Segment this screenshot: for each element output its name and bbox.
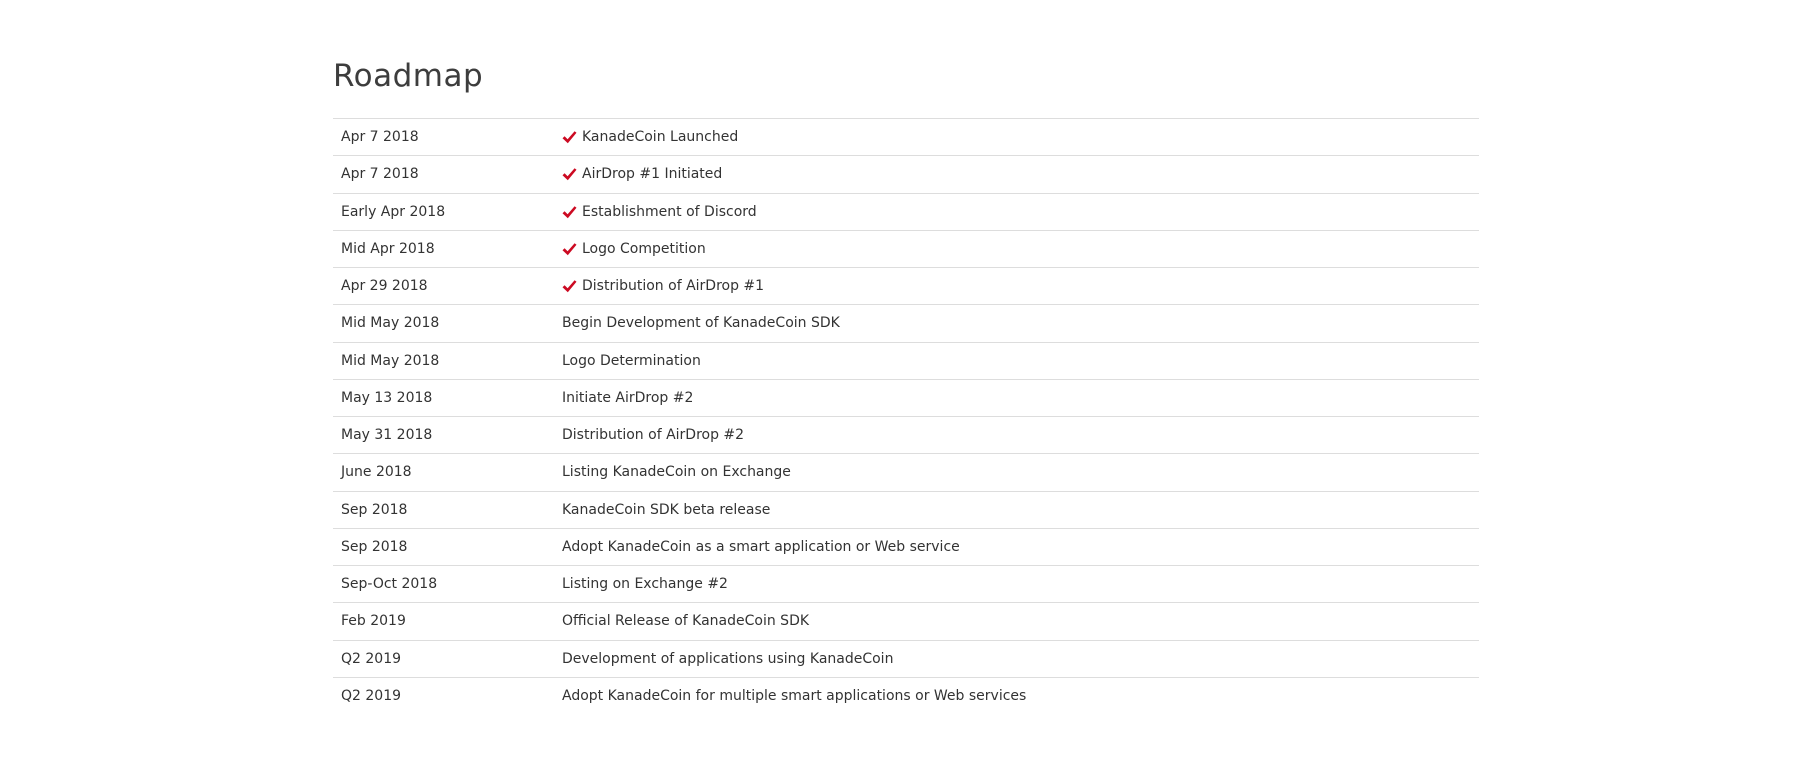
roadmap-row [333,379,1479,416]
roadmap-row [333,454,1479,491]
roadmap-date: Apr 7 2018 [341,129,419,146]
roadmap-event-label: Distribution of AirDrop #1 [582,278,765,295]
roadmap-date: Mid May 2018 [341,315,440,332]
roadmap-row [333,417,1479,454]
roadmap-date: Sep 2018 [341,538,408,555]
roadmap-event-label: Official Release of KanadeCoin SDK [562,613,810,630]
roadmap-table-body [333,119,1479,715]
roadmap-row [333,119,1479,156]
checkmark-icon [562,130,577,144]
roadmap-event-label: Distribution of AirDrop #2 [562,427,745,444]
roadmap-date: Q2 2019 [341,650,402,667]
page-title: Roadmap [333,58,484,94]
roadmap-event-label: Development of applications using KanadeCoin [562,650,894,667]
roadmap-event-label: Adopt KanadeCoin as a smart application or Web service [562,538,960,555]
roadmap-event [562,566,1479,603]
roadmap-row [333,305,1479,342]
roadmap-event [562,119,1479,156]
roadmap-event-label: KanadeCoin SDK beta release [562,501,771,518]
roadmap-event [562,342,1479,379]
roadmap-date: Mid May 2018 [341,352,440,369]
roadmap-date: June 2018 [341,464,412,481]
roadmap-date: Early Apr 2018 [341,203,446,220]
roadmap-row [333,156,1479,193]
roadmap-event [562,491,1479,528]
roadmap-table [333,118,1479,715]
roadmap-event [562,156,1479,193]
roadmap-row [333,491,1479,528]
roadmap-date: May 13 2018 [341,389,433,406]
roadmap-event [562,268,1479,305]
roadmap-date: Apr 29 2018 [341,278,428,295]
roadmap-row [333,566,1479,603]
roadmap-event-label: Listing on Exchange #2 [562,576,728,593]
roadmap-event [562,193,1479,230]
checkmark-icon [562,279,577,293]
roadmap-event-label: Initiate AirDrop #2 [562,389,694,406]
roadmap-event-label: Establishment of Discord [582,203,757,220]
roadmap-event-label: Logo Determination [562,352,701,369]
roadmap-date: Sep-Oct 2018 [341,576,438,593]
roadmap-date: Feb 2019 [341,613,406,630]
roadmap-row [333,342,1479,379]
roadmap-event [562,677,1479,714]
checkmark-icon [562,205,577,219]
roadmap-row [333,640,1479,677]
roadmap-row [333,193,1479,230]
roadmap-event [562,603,1479,640]
roadmap-event [562,305,1479,342]
roadmap-event [562,528,1479,565]
roadmap-event [562,640,1479,677]
roadmap-event-label: Begin Development of KanadeCoin SDK [562,315,840,332]
checkmark-icon [562,242,577,256]
roadmap-event-label: KanadeCoin Launched [582,129,739,146]
roadmap-row [333,528,1479,565]
roadmap-date: Sep 2018 [341,501,408,518]
roadmap-date: May 31 2018 [341,427,433,444]
roadmap-event-label: Listing KanadeCoin on Exchange [562,464,791,481]
roadmap-row [333,603,1479,640]
roadmap-date: Mid Apr 2018 [341,240,435,257]
roadmap-event-label: Adopt KanadeCoin for multiple smart applications or Web services [562,688,1027,705]
roadmap-event-label: Logo Competition [582,240,706,257]
roadmap-event-label: AirDrop #1 Initiated [582,166,723,183]
checkmark-icon [562,167,577,181]
roadmap-date: Q2 2019 [341,688,402,705]
roadmap-event [562,379,1479,416]
roadmap-row [333,677,1479,714]
roadmap-event [562,230,1479,267]
roadmap-row [333,230,1479,267]
roadmap-row [333,268,1479,305]
roadmap-event [562,454,1479,491]
roadmap-event [562,417,1479,454]
roadmap-date: Apr 7 2018 [341,166,419,183]
